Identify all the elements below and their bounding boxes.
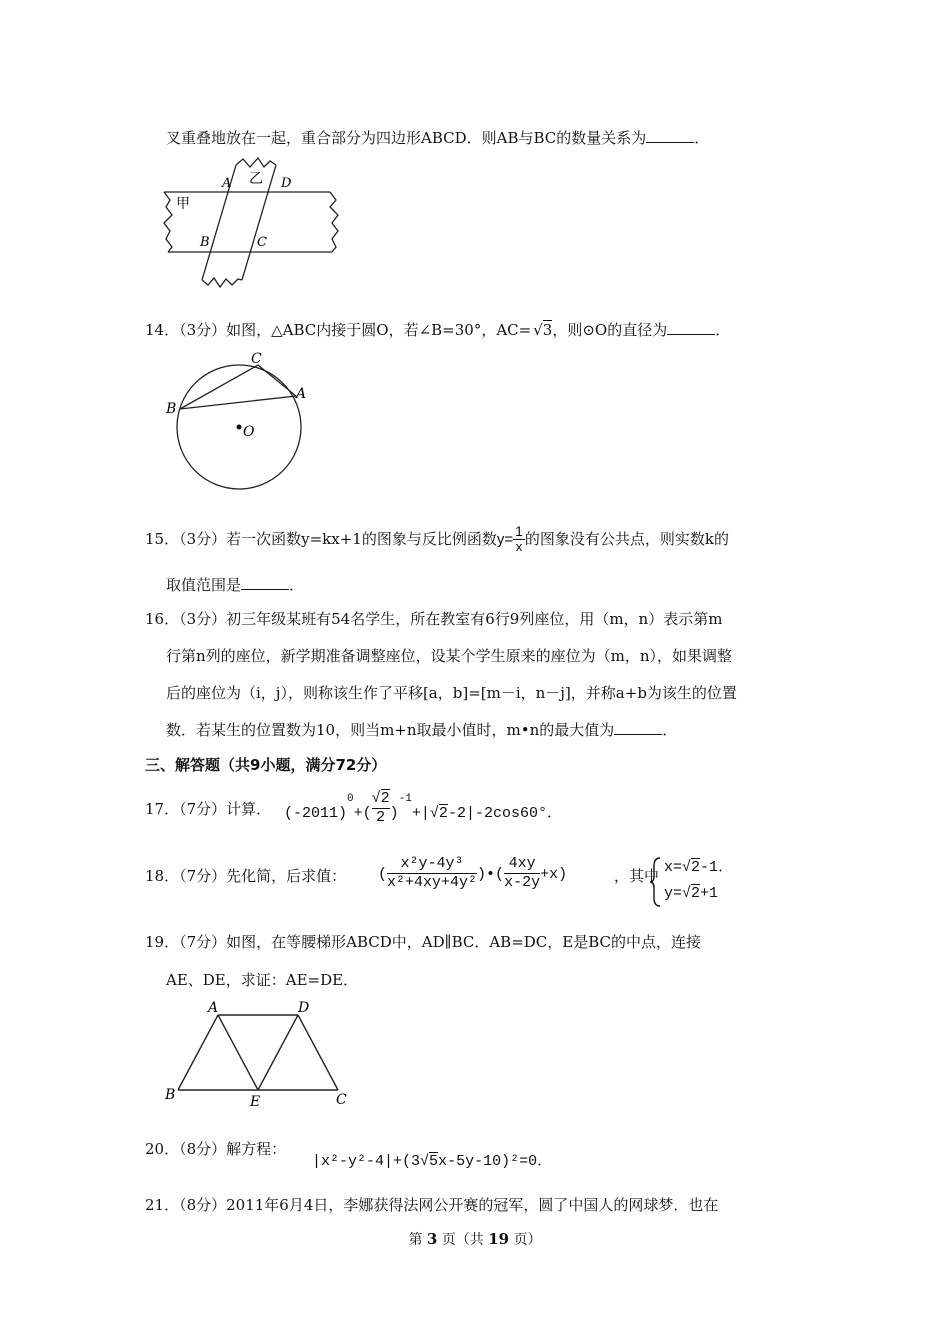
expr-tail: +x)	[540, 866, 568, 883]
paren-close: )	[477, 866, 487, 883]
sqrt-argument: 2	[691, 859, 701, 876]
q19-line1-text: （7分）如图，在等腰梯形ABCD中，AD∥BC．AB=DC，E是BC的中点，连接	[179, 933, 701, 951]
q20-text	[145, 1139, 286, 1159]
cond-lhs: y=	[664, 885, 683, 902]
q20-equation	[312, 1150, 552, 1172]
answer-blank	[646, 128, 694, 143]
eq-part: x-5y-10)²=0	[438, 1153, 538, 1170]
expr-part: +|	[411, 805, 430, 822]
label-C: C	[251, 351, 262, 367]
q21-line1-text: （8分）2011年6月4日，李娜获得法网公开赛的冠军，圆了中国人的网球梦．也在	[179, 1196, 719, 1214]
exponent: -1	[398, 793, 412, 805]
footer-pre: 第	[408, 1232, 423, 1248]
q17-expression	[284, 790, 562, 827]
label-A: A	[296, 386, 307, 402]
q20-end: ．	[537, 1151, 553, 1169]
expr-part: +(	[353, 805, 372, 822]
q16-line3: 后的座位为（i，j），则称该生作了平移[a，b]=[m－i，n－j]，并称a+b为该生的位置	[166, 684, 737, 702]
q19-figure	[160, 995, 360, 1110]
label-B: B	[165, 1087, 176, 1103]
sqrt-argument: 5	[429, 1153, 439, 1170]
brace-icon	[650, 856, 662, 908]
sqrt-argument: 2	[380, 790, 390, 807]
fraction	[387, 855, 477, 892]
q21-line1	[145, 1195, 718, 1215]
sqrt-sign: √	[420, 1153, 430, 1170]
frac-numerator	[372, 790, 390, 809]
expr-part: -2|-2cos60°	[447, 805, 547, 822]
q18-number: 18．	[145, 867, 180, 885]
q16-line4-text: 数．若某生的位置数为10，则当m+n取最小值时，m•n的最大值为	[166, 721, 615, 739]
frac-denominator: x	[515, 539, 523, 554]
q15-body2: 的图象没有公共点，则实数k的	[524, 530, 729, 548]
q14-figure	[160, 345, 320, 490]
label-yi: 乙	[249, 171, 263, 187]
frac-denominator: 2	[376, 809, 386, 826]
q19-number: 19．	[145, 933, 180, 951]
q21-number: 21．	[145, 1196, 180, 1214]
q16-end: ．	[662, 721, 678, 739]
q17-end: ．	[546, 803, 562, 821]
q13-figure	[160, 155, 350, 290]
q17-body: （7分）计算．	[179, 800, 272, 818]
label-O: O	[243, 424, 255, 440]
frac-denominator: x-2y	[504, 874, 541, 891]
q20-body: （8分）解方程：	[179, 1140, 287, 1158]
label-E: E	[250, 1094, 261, 1110]
q13-line: 叉重叠地放在一起，重合部分为四边形ABCD．则AB与BC的数量关系为	[166, 129, 647, 147]
label-D: D	[298, 1000, 310, 1016]
paren-open: (	[378, 866, 388, 883]
answer-blank	[667, 320, 715, 335]
section-title: 三、解答题（共9小题，满分72分）	[145, 756, 387, 774]
sqrt-sign: √	[533, 321, 543, 339]
footer-page-number: 3	[426, 1230, 438, 1248]
sqrt-argument: 2	[438, 805, 448, 822]
sqrt-argument: 3	[542, 321, 553, 339]
label-D: D	[281, 176, 292, 191]
q18-condition-y	[664, 884, 718, 904]
q14-body: （3分）如图，△ABC内接于圆O，若∠B=30°，AC=	[179, 321, 532, 339]
expr-mid: •(	[486, 866, 505, 883]
sqrt-sign: √	[682, 885, 692, 902]
q15-end: ．	[289, 576, 305, 594]
q15-number: 15．	[145, 530, 180, 548]
frac-denominator: x²+4xy+4y²	[387, 874, 478, 891]
expr-part: (-2011)	[284, 805, 348, 822]
answer-blank	[241, 575, 289, 590]
page-footer	[0, 1229, 950, 1249]
sqrt-argument: 2	[691, 885, 701, 902]
q18-end: ．	[718, 857, 734, 875]
q16-line1-text: （3分）初三年级某班有54名学生，所在教室有6行9列座位，用（m，n）表示第m	[179, 610, 723, 628]
frac-numerator: x²y-4y³	[387, 855, 477, 874]
q18-condition-x	[664, 856, 733, 878]
q19-line1	[145, 932, 701, 952]
footer-total-pages: 19	[488, 1230, 510, 1248]
eq-part: |x²-y²-4|+(3	[312, 1153, 421, 1170]
exponent: 0	[347, 793, 354, 805]
q15-line2-text: 取值范围是	[166, 576, 242, 594]
q15-text	[145, 525, 729, 555]
footer-mid: 页（共	[441, 1232, 484, 1248]
q18-where: ，其中	[614, 867, 660, 885]
q19-line2: AE、DE，求证：AE=DE．	[166, 971, 359, 989]
expr-part: )	[389, 805, 399, 822]
sqrt-sign: √	[429, 805, 439, 822]
q17-text	[145, 799, 271, 819]
q18-text	[145, 866, 346, 886]
label-A: A	[222, 176, 232, 191]
sqrt-sign: √	[371, 790, 381, 807]
q15-body: （3分）若一次函数y=kx+1的图象与反比例函数	[179, 530, 497, 548]
label-B: B	[166, 401, 177, 417]
footer-post: 页）	[513, 1232, 542, 1248]
q18-body: （7分）先化简，后求值：	[179, 867, 347, 885]
cond-rhs: -1	[700, 859, 719, 876]
cond-rhs: +1	[700, 885, 719, 902]
q15-line2	[166, 575, 304, 595]
q14-text	[145, 320, 730, 340]
fraction	[513, 524, 525, 554]
label-C: C	[336, 1092, 347, 1108]
frac-numerator: 4xy	[504, 855, 540, 874]
frac-lhs: y=	[496, 531, 514, 548]
q18-expression	[378, 855, 567, 892]
sqrt-sign: √	[682, 859, 692, 876]
label-A: A	[208, 1000, 219, 1016]
fraction	[504, 855, 540, 892]
answer-blank	[614, 720, 662, 735]
q20-number: 20．	[145, 1140, 180, 1158]
q13-text	[166, 128, 709, 148]
q14-body2: ，则⊙O的直径为	[552, 321, 668, 339]
label-B: B	[200, 235, 210, 250]
q16-line2: 行第n列的座位，新学期准备调整座位，设某个学生原来的座位为（m，n），如果调整	[166, 647, 733, 665]
q17-number: 17．	[145, 800, 180, 818]
frac-numerator: 1	[515, 523, 523, 539]
q13-end: ．	[694, 129, 710, 147]
q16-line1	[145, 609, 722, 629]
q14-end: ．	[715, 321, 731, 339]
fraction	[372, 790, 390, 827]
q14-number: 14．	[145, 321, 180, 339]
q16-number: 16．	[145, 610, 180, 628]
label-jia: 甲	[176, 196, 190, 212]
q16-line4	[166, 720, 677, 740]
label-C: C	[257, 235, 267, 250]
cond-lhs: x=	[664, 859, 683, 876]
